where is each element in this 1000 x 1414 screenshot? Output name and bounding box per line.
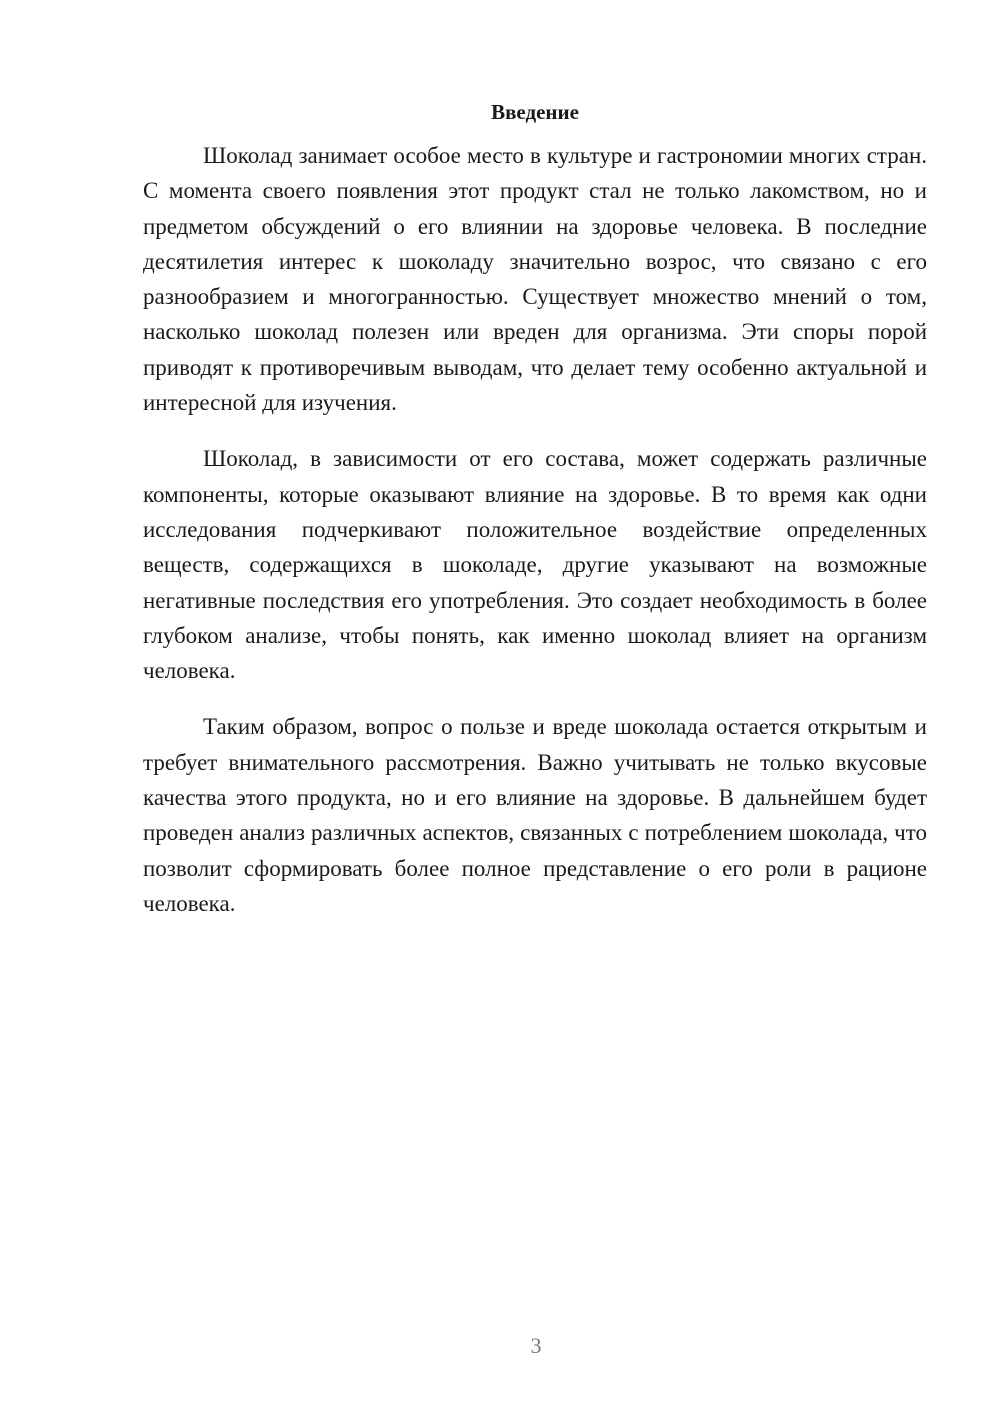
section-title: Введение: [491, 100, 579, 124]
page-number: 3: [530, 1333, 542, 1358]
page-content: [143, 96, 927, 942]
paragraph-2: Шоколад, в зависимости от его состава, может содержать различные компоненты, которые оказывают влияние на здоровье. В то время как одни исследования подчеркивают положительное воздействие определенных веществ, содержащихся в шоколаде, другие указывают на возможные негативные последствия его употребления. Это создает необходимость в более глубоком анализе, чтобы понять, как именно шоколад влияет на организм человека.: [143, 446, 927, 684]
paragraph-3: Таким образом, вопрос о пользе и вреде шоколада остается открытым и требует внимательного рассмотрения. Важно учитывать не только вкусовые качества этого продукта, но и его влияние на здоровье. В дальнейшем будет проведен анализ различных аспектов, связанных с потреблением шоколада, что позволит сформировать более полное представление о его роли в рационе человека.: [143, 714, 927, 916]
paragraph-1: Шоколад занимает особое место в культуре и гастрономии многих стран. С момента своего появления этот продукт стал не только лакомством, но и предметом обсуждений о его влиянии на здоровье человека. В последние десятилетия интерес к шоколаду значительно возрос, что связано с его разнообразием и многогранностью. Существует множество мнений о том, насколько шоколад полезен или вреден для организма. Эти споры порой приводят к противоречивым выводам, что делает тему особенно актуальной и интересной для изучения.: [143, 143, 927, 416]
